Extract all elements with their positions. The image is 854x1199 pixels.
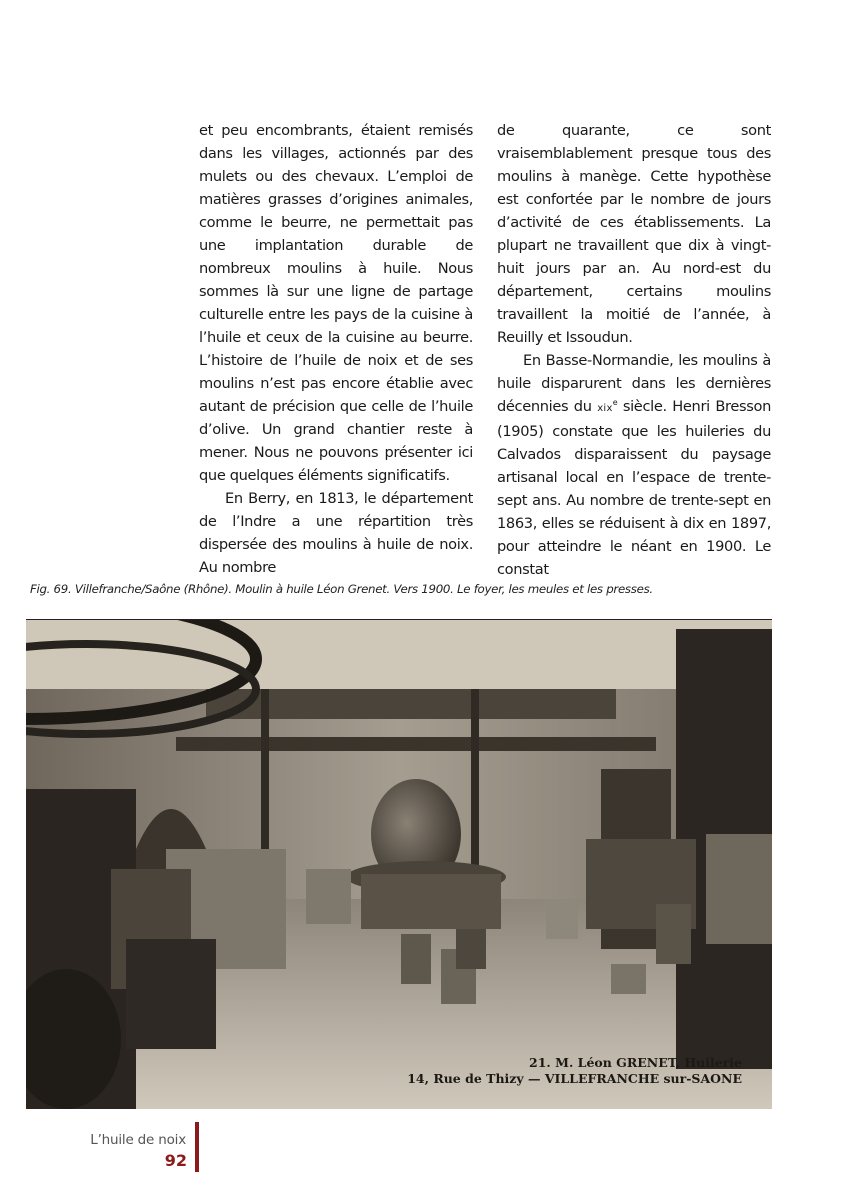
paragraph: de quarante, ce sont vraisemblablement presque tous des moulins à manège. Cette hypothèse est confortée par le nombre de jours d’activité de ces établissements. La plupart ne travaillent que dix à vingt-huit jours par an. Au nord-est du département, certains moulins travaillent la moitié de l’année, à Reuilly et Issoudun. [497,122,771,346]
figure-caption: Fig. 69. Villefranche/Saône (Rhône). Moulin à huile Léon Grenet. Vers 1900. Le foyer, les meules et les presses. [30,582,653,596]
text-column-right [497,119,771,581]
running-title: L’huile de noix [90,1132,186,1148]
page-number: 92 [164,1151,187,1170]
paragraph: En Basse-Normandie, les moulins à huile disparurent dans les dernières décennies du xix$^e$ siècle. Henri Bresson (1905) constate que les huileries du Calvados disparaissent du paysage artisanal local en l’espace de trente-sept ans. Au nombre de trente-sept en 1863, elles se réduisent à dix en 1897, pour atteindre le néant en 1900. Le constat [497,352,771,578]
figure-photo-oil-mill [26,619,772,1109]
text-column-left [199,119,473,579]
paragraph: et peu encombrants, étaient remisés dans les villages, actionnés par des mulets ou des chevaux. L’emploi de matières grasses d’origines animales, comme le beurre, ne permettait pas une implantation durable de nombreux moulins à huile. Nous sommes là sur une ligne de partage culturelle entre les pays de la cuisine à l’huile et ceux de la cuisine au beurre. L’histoire de l’huile de noix et de ses moulins n’est pas encore établie avec autant de précision que celle de l’huile d’olive. Un grand chantier reste à mener. Nous ne pouvons présenter ici que quelques éléments significatifs. [199,122,473,484]
footer-accent-bar [195,1122,199,1172]
paragraph: En Berry, en 1813, le département de l’Indre a une répartition très dispersée des moulins à huile de noix. Au nombre [199,490,473,576]
century-numeral: xix [597,403,613,414]
postcard-imprint: 21. M. Léon GRENET, Huilerie 14, Rue de Thizy — VILLEFRANCHE sur-SAONE [407,1055,742,1086]
